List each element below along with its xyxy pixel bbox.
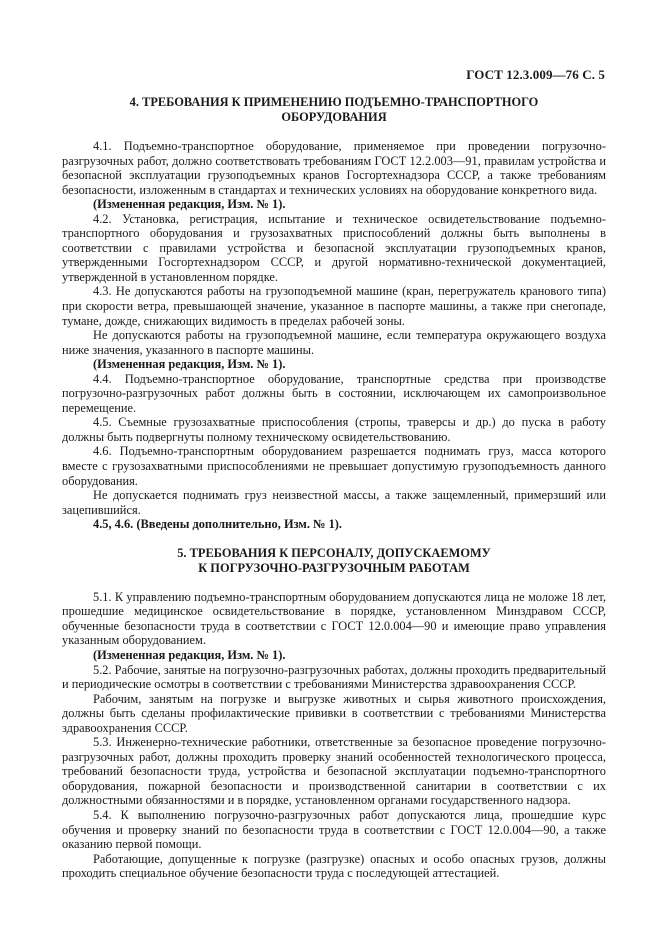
paragraph-4-6-continued: Не допускается поднимать груз неизвестной массы, а также защемленный, примерзший или зацепившийся. — [62, 488, 606, 517]
document-body — [62, 95, 606, 881]
paragraph-4-1: 4.1. Подъемно-транспортное оборудование, применяемое при проведении погрузочно-разгрузочных работ, должно соответствовать требованиям ГОСТ 12.2.003—91, правилам устройства и безопасной эксплуатации грузоподъемных кранов Госгортехнадзора СССР, а также требованиям безопасности, изложенным в стандартах и технических условиях на оборудование конкретного вида. — [62, 139, 606, 197]
paragraph-5-1: 5.1. К управлению подъемно-транспортным оборудованием допускаются лица не моложе 18 лет, прошедшие медицинское освидетельствование в порядке, установленном Минздравом СССР, обученные безопасности труда в соответствии с ГОСТ 12.0.004—90 и имеющие право управления указанным оборудованием. — [62, 589, 606, 648]
section-4-title — [62, 95, 606, 125]
section-title-line: К ПОГРУЗОЧНО-РАЗГРУЗОЧНЫМ РАБОТАМ — [198, 560, 470, 575]
paragraph-5-2-continued: Рабочим, занятым на погрузке и выгрузке животных и сырья животного происхождения, должны быть сделаны профилактические прививки в соответствии с требованиями Министерства здравоохранения СССР. — [62, 691, 606, 735]
paragraph-4-3-continued: Не допускаются работы на грузоподъемной машине, если температура окружающего воздуха ниже значения, указанного в паспорте машины. — [62, 328, 606, 357]
section-title-line: 4. ТРЕБОВАНИЯ К ПРИМЕНЕНИЮ ПОДЪЕМНО-ТРАНСПОРТНОГО — [129, 95, 539, 109]
running-header: ГОСТ 12.3.009—76 С. 5 — [466, 67, 605, 82]
paragraph-4-3: 4.3. Не допускаются работы на грузоподъемной машине (кран, перегружатель кранового типа) при скорости ветра, превышающей значение, указанное в паспорте машины, а также при снегопаде, тумане, дожде, снижающих видимость в пределах рабочей зоны. — [62, 284, 606, 328]
section-title-line: 5. ТРЕБОВАНИЯ К ПЕРСОНАЛУ, ДОПУСКАЕМОМУ — [177, 545, 491, 560]
paragraph-4-6: 4.6. Подъемно-транспортным оборудованием разрешается поднимать груз, масса которого вместе с грузозахватными приспособлениями не превышает допустимую грузоподъемность данного оборудования. — [62, 444, 606, 488]
section-5-title — [62, 546, 606, 576]
amendment-note: (Измененная редакция, Изм. № 1). — [93, 197, 286, 212]
paragraph-5-4-continued: Работающие, допущенные к погрузке (разгрузке) опасных и особо опасных грузов, должны проходить специальное обучение безопасности труда с последующей аттестацией. — [62, 851, 606, 881]
paragraph-4-4: 4.4. Подъемно-транспортное оборудование, транспортные средства при производстве погрузочно-разгрузочных работ должны быть в состоянии, исключающем их самопроизвольное перемещение. — [62, 371, 606, 415]
paragraph-5-3: 5.3. Инженерно-технические работники, ответственные за безопасное проведение погрузочно-разгрузочных работ, должны проходить проверку знаний особенностей технологического процесса, требований безопасности труда, устройства и безопасной эксплуатации подъемно-транспортного оборудования, пожарной безопасности и производственной санитарии в соответствии с их должностными обязанностями и в порядке, установленном органами государственного надзора. — [62, 735, 606, 808]
section-title-line: ОБОРУДОВАНИЯ — [281, 110, 387, 124]
paragraph-4-2: 4.2. Установка, регистрация, испытание и техническое освидетельствование подъемно-транспортного оборудования и грузозахватных приспособлений должны быть выполнены в соответствии с правилами устройства и безопасной эксплуатации грузоподъемных кранов, утвержденными Госгортехнадзором СССР, и другой нормативно-технической документацией, утвержденной в установленном порядке. — [62, 211, 606, 284]
section-gap — [62, 532, 606, 546]
amendment-note: 4.5, 4.6. (Введены дополнительно, Изм. № 1). — [93, 517, 342, 532]
section-4 — [62, 95, 606, 532]
paragraph-4-5: 4.5. Съемные грузозахватные приспособления (стропы, траверсы и др.) до пуска в работу должны быть подвергнуты полному техническому освидетельствованию. — [62, 415, 606, 444]
section-5 — [62, 546, 606, 881]
paragraph-5-2: 5.2. Рабочие, занятые на погрузочно-разгрузочных работах, должны проходить предварительный и периодические осмотры в соответствии с требованиями Министерства здравоохранения СССР. — [62, 662, 606, 692]
amendment-note: (Измененная редакция, Изм. № 1). — [93, 647, 286, 662]
amendment-note: (Измененная редакция, Изм. № 1). — [93, 357, 286, 372]
paragraph-5-4: 5.4. К выполнению погрузочно-разгрузочных работ допускаются лица, прошедшие курс обучения и проверку знаний по безопасности труда в соответствии с ГОСТ 12.0.004—90, а также оказанию первой помощи. — [62, 807, 606, 852]
